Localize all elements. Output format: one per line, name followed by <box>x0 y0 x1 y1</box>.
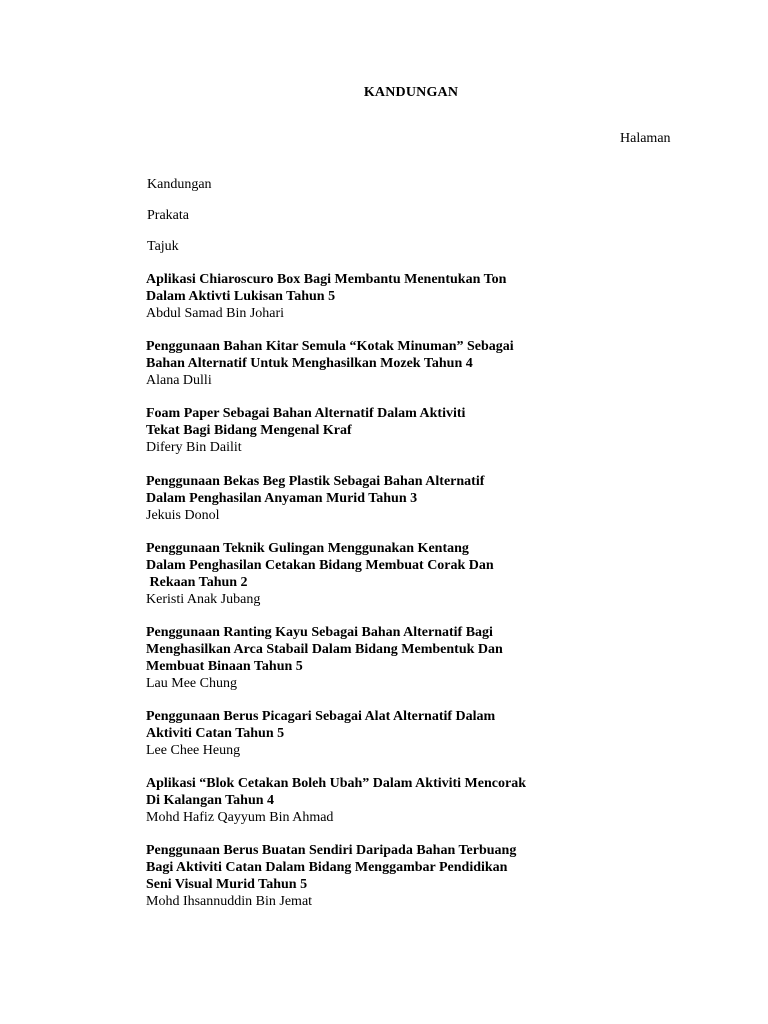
entry-author: Keristi Anak Jubang <box>146 592 261 607</box>
toc-entry <box>146 540 626 608</box>
entry-title-line: Tekat Bagi Bidang Mengenal Kraf <box>146 423 352 438</box>
prelim-item-tajuk: Tajuk <box>147 239 179 254</box>
entry-title-line: Penggunaan Ranting Kayu Sebagai Bahan Alternatif Bagi <box>146 625 493 640</box>
toc-entry <box>146 271 626 322</box>
toc-entry <box>146 775 626 826</box>
entry-author: Lee Chee Heung <box>146 743 241 758</box>
entry-author: Abdul Samad Bin Johari <box>146 306 285 321</box>
prelim-item-kandungan: Kandungan <box>147 177 212 192</box>
entry-title-line: Penggunaan Berus Picagari Sebagai Alat Alternatif Dalam <box>146 709 496 724</box>
toc-entry <box>146 405 626 456</box>
page-column-label: Halaman <box>620 131 671 146</box>
entry-title-line: Bahan Alternatif Untuk Menghasilkan Mozek Tahun 4 <box>146 356 473 371</box>
entry-title-line: Membuat Binaan Tahun 5 <box>146 659 303 674</box>
toc-entry <box>146 708 626 759</box>
entry-title-line: Penggunaan Bahan Kitar Semula “Kotak Minuman” Sebagai <box>146 339 514 354</box>
entry-title-line: Aktiviti Catan Tahun 5 <box>146 726 285 741</box>
toc-entry <box>146 473 626 524</box>
entry-author: Difery Bin Dailit <box>146 440 242 455</box>
toc-entry <box>146 842 626 910</box>
entry-author: Jekuis Donol <box>146 508 220 523</box>
entry-author: Lau Mee Chung <box>146 676 237 691</box>
prelim-item-prakata: Prakata <box>147 208 189 223</box>
entry-title-line: Foam Paper Sebagai Bahan Alternatif Dalam Aktiviti <box>146 406 466 421</box>
entry-title-line: Dalam Aktivti Lukisan Tahun 5 <box>146 289 336 304</box>
entry-title-line: Penggunaan Teknik Gulingan Menggunakan Kentang <box>146 541 469 556</box>
entry-title-line: Aplikasi “Blok Cetakan Boleh Ubah” Dalam Aktiviti Mencorak <box>146 776 526 791</box>
toc-entry <box>146 338 626 389</box>
page-title: KANDUNGAN <box>363 85 459 100</box>
entry-title-line: Penggunaan Berus Buatan Sendiri Daripada Bahan Terbuang <box>146 843 517 858</box>
entry-title-line: Dalam Penghasilan Cetakan Bidang Membuat Corak Dan <box>146 558 494 573</box>
entry-title-line: Rekaan Tahun 2 <box>146 575 248 590</box>
entry-title-line: Bagi Aktiviti Catan Dalam Bidang Menggambar Pendidikan <box>146 860 508 875</box>
entry-title-line: Di Kalangan Tahun 4 <box>146 793 275 808</box>
entry-author: Mohd Hafiz Qayyum Bin Ahmad <box>146 810 334 825</box>
entry-author: Alana Dulli <box>146 373 212 388</box>
entry-title-line: Menghasilkan Arca Stabail Dalam Bidang Membentuk Dan <box>146 642 503 657</box>
entry-title-line: Aplikasi Chiaroscuro Box Bagi Membantu Menentukan Ton <box>146 272 507 287</box>
entry-title-line: Dalam Penghasilan Anyaman Murid Tahun 3 <box>146 491 418 506</box>
toc-entry <box>146 624 626 692</box>
entry-title-line: Seni Visual Murid Tahun 5 <box>146 877 308 892</box>
entry-title-line: Penggunaan Bekas Beg Plastik Sebagai Bahan Alternatif <box>146 474 485 489</box>
entry-author: Mohd Ihsannuddin Bin Jemat <box>146 894 313 909</box>
